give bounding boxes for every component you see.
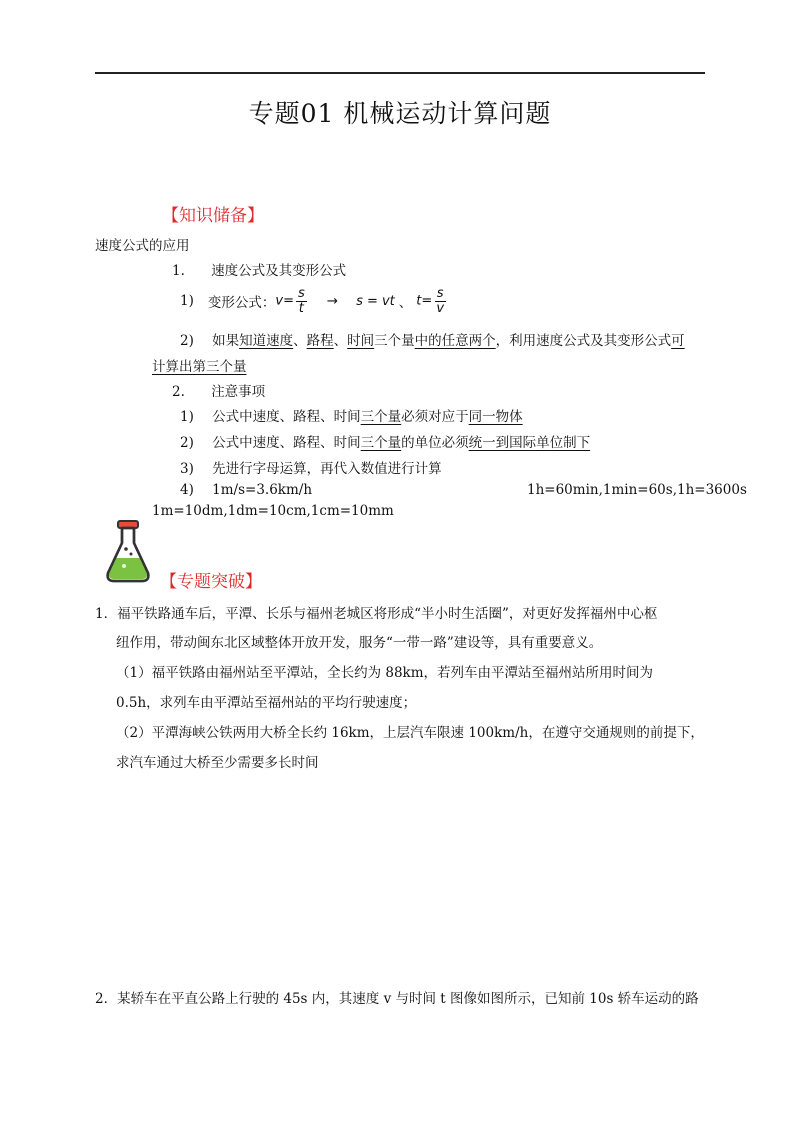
question-1-part-2: （2）平潭海峡公铁两用大桥全长约 16km，上层汽车限速 100km/h，在遵守交通规则的前提下， bbox=[116, 725, 704, 741]
question-1-part-2-cont: 求汽车通过大桥至少需要多长时间 bbox=[116, 755, 319, 771]
formula2-continuation: 计算出第三个量 bbox=[152, 359, 247, 375]
flask-icon bbox=[104, 519, 152, 585]
note-1: 1) 公式中速度、路程、时间三个量必须对应于同一物体 bbox=[180, 409, 523, 425]
formula2-line: 2) 如果知道速度、路程、时间三个量中的任意两个，利用速度公式及其变形公式可 bbox=[180, 333, 685, 349]
item-number: 2. bbox=[172, 384, 185, 400]
item-text: 注意事项 bbox=[211, 384, 266, 400]
question-2-line-1: 2．某轿车在平直公路上行驶的 45s 内，其速度 v 与时间 t 图像如图所示，已知前 10s 轿车运动的路 bbox=[95, 991, 699, 1007]
section-heading-breakthrough: 【专题突破】 bbox=[160, 572, 262, 592]
question-1-part-1-cont: 0.5h，求列车由平潭站至福州站的平均行驶速度； bbox=[116, 695, 417, 711]
distance-formula: s = vt bbox=[356, 293, 395, 309]
note-4-continuation: 1m=10dm,1dm=10cm,1cm=10mm bbox=[152, 503, 394, 519]
note-2: 2) 公式中速度、路程、时间三个量的单位必须统一到国际单位制下 bbox=[180, 435, 591, 451]
page-title: 专题01 机械运动计算问题 bbox=[248, 99, 552, 128]
item-2 bbox=[172, 380, 265, 400]
item-text: 速度公式及其变形公式 bbox=[211, 263, 347, 279]
section-heading-knowledge: 【知识储备】 bbox=[162, 206, 264, 226]
arrow-icon: → bbox=[326, 293, 339, 309]
item-1 bbox=[172, 259, 346, 279]
header-rule bbox=[95, 72, 705, 74]
speed-formula: v= $\frac{s}{t}$ bbox=[275, 285, 305, 316]
question-1-line-1: 1．福平铁路通车后，平潭、长乐与福州老城区将形成“半小时生活圈”，对更好发挥福州中心枢 bbox=[95, 606, 658, 622]
question-1-part-1: （1）福平铁路由福州站至平潭站，全长约为 88km，若列车由平潭站至福州站所用时间为 bbox=[116, 665, 654, 681]
question-1-line-2: 纽作用，带动闽东北区域整体开放开发，服务“一带一路”建设等，具有重要意义。 bbox=[116, 635, 603, 651]
topic-label: 速度公式的应用 bbox=[95, 238, 190, 254]
formula-number: 1) bbox=[180, 293, 194, 309]
formula-prefix: 变形公式： bbox=[207, 295, 276, 311]
formula-line bbox=[180, 284, 448, 318]
note-4: 4) 1m/s=3.6km/h bbox=[180, 482, 313, 498]
time-formula: t= $\frac{s}{v}$ bbox=[416, 285, 445, 316]
item-number: 1. bbox=[172, 263, 185, 279]
formula-separator: 、 bbox=[398, 295, 413, 311]
note-3: 3) 先进行字母运算，再代入数值进行计算 bbox=[180, 461, 442, 477]
note-4-right: 1h=60min,1min=60s,1h=3600s bbox=[527, 482, 747, 498]
